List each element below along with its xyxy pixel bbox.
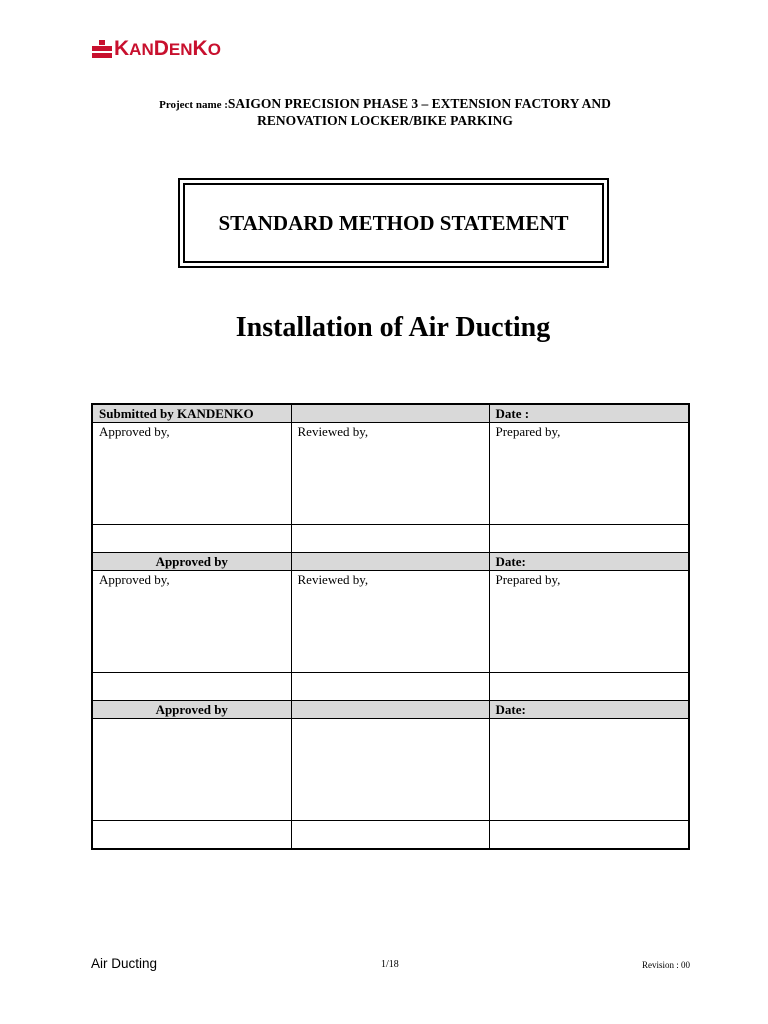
name-cell [92, 673, 291, 701]
name-cell [92, 525, 291, 553]
header-empty-cell [291, 553, 489, 571]
name-row [92, 673, 689, 701]
reviewed-by-cell: Reviewed by, [291, 423, 489, 525]
name-cell [489, 821, 689, 850]
kandenko-emblem-icon [92, 39, 112, 59]
logo-wordmark: KANDENKO [114, 37, 221, 60]
signature-row [92, 719, 689, 821]
project-name-block [90, 96, 680, 129]
table-header-row [92, 701, 689, 719]
name-row [92, 821, 689, 850]
name-cell [92, 821, 291, 850]
approved-by-cell: Approved by, [92, 571, 291, 673]
signature-cell [489, 719, 689, 821]
project-name-label: Project name : [159, 99, 228, 111]
approved-by-label: Approved by [92, 701, 291, 719]
date-label: Date : [489, 404, 689, 423]
page-title: Installation of Air Ducting [235, 312, 551, 343]
document-type-box [178, 178, 609, 268]
document-type-title: STANDARD METHOD STATEMENT [218, 210, 569, 235]
name-row [92, 525, 689, 553]
signature-cell [92, 719, 291, 821]
project-name-line1: SAIGON PRECISION PHASE 3 – EXTENSION FACTORY AND [227, 96, 611, 111]
name-cell [489, 673, 689, 701]
approval-table [91, 403, 690, 850]
footer-document-name: Air Ducting [91, 956, 158, 971]
date-label: Date: [489, 701, 689, 719]
name-cell [489, 525, 689, 553]
date-label: Date: [489, 553, 689, 571]
header-empty-cell [291, 404, 489, 423]
header-empty-cell [291, 701, 489, 719]
approved-by-cell: Approved by, [92, 423, 291, 525]
reviewed-by-cell: Reviewed by, [291, 571, 489, 673]
submitted-by-label: Submitted by KANDENKO [92, 404, 291, 423]
kandenko-logo [92, 36, 221, 62]
signature-row [92, 423, 689, 525]
name-cell [291, 673, 489, 701]
approved-by-label: Approved by [92, 553, 291, 571]
signature-row [92, 571, 689, 673]
prepared-by-cell: Prepared by, [489, 571, 689, 673]
footer-page-number: 1/18 [381, 959, 399, 970]
table-header-row [92, 553, 689, 571]
signature-cell [291, 719, 489, 821]
name-cell [291, 821, 489, 850]
prepared-by-cell: Prepared by, [489, 423, 689, 525]
name-cell [291, 525, 489, 553]
footer-revision: Revision : 00 [642, 960, 691, 970]
table-header-row [92, 404, 689, 423]
project-name-line2: RENOVATION LOCKER/BIKE PARKING [257, 113, 513, 128]
